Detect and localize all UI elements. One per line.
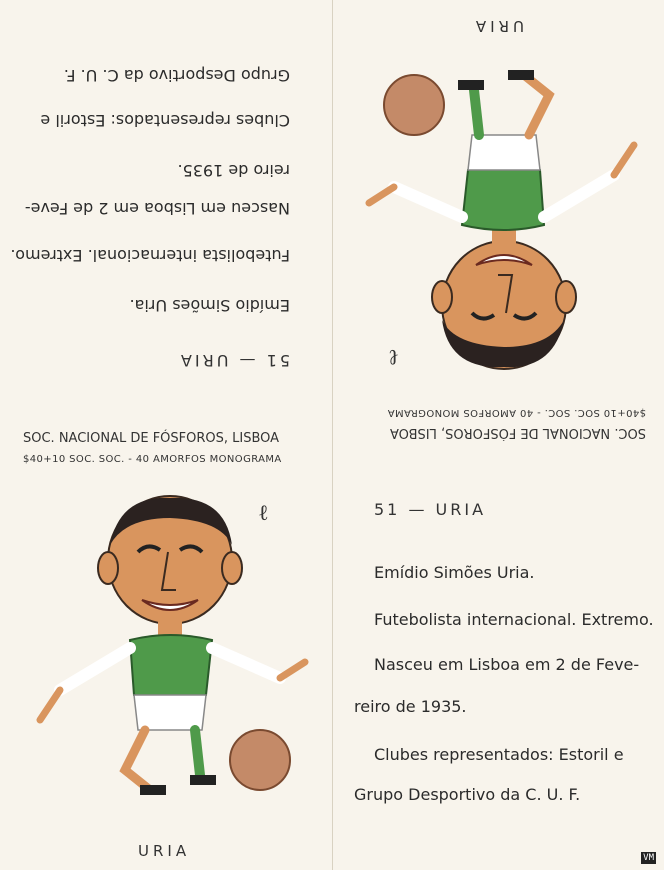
card-number-title: 51 — URIA bbox=[177, 351, 290, 370]
paragraph-position: Futebolista internacional. Extremo. bbox=[374, 610, 654, 629]
artist-signature-icon: ℓ bbox=[258, 501, 269, 526]
paragraph-clubs-2: Grupo Desportivo da C. U. F. bbox=[354, 785, 581, 804]
footer-name: URIA bbox=[138, 842, 191, 860]
paragraph-clubs-2: Grupo Desportivo da C. U. F. bbox=[63, 66, 290, 85]
price-caption: $40+10 SOC. SOC. - 40 AMORFOS MONOGRAMA bbox=[23, 454, 282, 465]
card-number-title: 51 — URIA bbox=[374, 500, 487, 519]
paragraph-clubs-1: Clubes representados: Estoril e bbox=[40, 111, 290, 130]
price-caption-upside: $40+10 SOC. SOC. - 40 AMORFOS MONOGRAMA bbox=[387, 407, 646, 418]
footer-name-upside: URIA bbox=[471, 17, 524, 35]
paragraph-name: Emídio Simões Uria. bbox=[129, 296, 290, 315]
bottom-right-text-panel bbox=[332, 430, 664, 870]
paragraph-position: Futebolista internacional. Extremo. bbox=[10, 246, 290, 265]
top-right-caricature-panel bbox=[332, 0, 664, 440]
paragraph-name: Emídio Simões Uria. bbox=[374, 563, 535, 582]
artist-signature-icon: ℓ bbox=[388, 344, 399, 369]
paragraph-clubs-1: Clubes representados: Estoril e bbox=[374, 745, 624, 764]
publisher-caption-upside: SOC. NACIONAL DE FÓSFOROS, LISBOA bbox=[389, 425, 646, 440]
paragraph-born-2: reiro de 1935. bbox=[177, 161, 290, 180]
paragraph-born-1: Nasceu em Lisboa em 2 de Feve- bbox=[374, 655, 640, 674]
paragraph-born-1: Nasceu em Lisboa em 2 de Feve- bbox=[24, 199, 290, 218]
publisher-caption: SOC. NACIONAL DE FÓSFOROS, LISBOA bbox=[23, 431, 280, 446]
paragraph-born-2: reiro de 1935. bbox=[354, 697, 467, 716]
bottom-left-caricature-panel bbox=[0, 430, 332, 870]
footballer-caricature-icon bbox=[364, 55, 644, 375]
footballer-caricature-icon bbox=[30, 490, 310, 810]
top-left-text-panel bbox=[0, 0, 332, 430]
watermark-badge: VM bbox=[643, 853, 654, 863]
